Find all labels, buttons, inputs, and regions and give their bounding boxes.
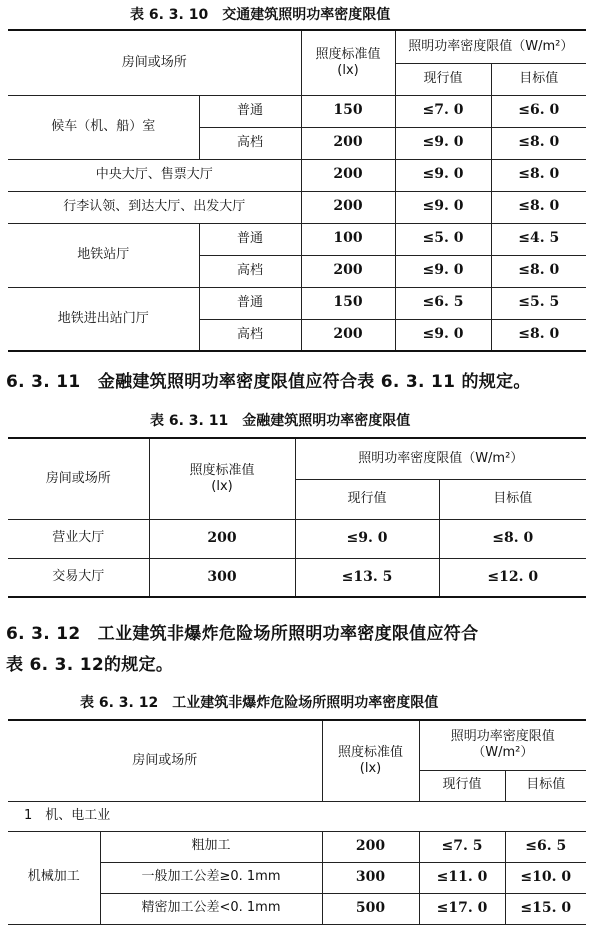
row-current: ≤11. 0 [419, 862, 505, 893]
table-6-3-10 [8, 29, 586, 352]
row-current: ≤9. 0 [395, 159, 491, 191]
row-illuminance: 200 [301, 191, 395, 223]
row-target: ≤8. 0 [439, 519, 586, 558]
row-grade: 普通 [199, 95, 301, 127]
clause-6-3-12-line1: 6. 3. 12 工业建筑非爆炸危险场所照明功率密度限值应符合 [6, 624, 479, 644]
group-name: 机械加工 [8, 831, 100, 924]
row-current: ≤6. 5 [395, 287, 491, 319]
row-current: ≤9. 0 [395, 319, 491, 351]
row-grade: 高档 [199, 127, 301, 159]
header-lpd: 照明功率密度限值（W/m²） [395, 30, 586, 63]
header-target: 目标值 [491, 63, 586, 95]
header-current: 现行值 [295, 479, 439, 519]
row-name: 营业大厅 [8, 519, 149, 558]
table-6-3-11 [8, 437, 586, 598]
row-current: ≤17. 0 [419, 893, 505, 924]
row-name: 中央大厅、售票大厅 [8, 159, 301, 191]
row-name: 地铁进出站门厅 [8, 287, 199, 351]
row-target: ≤8. 0 [491, 127, 586, 159]
header-target: 目标值 [439, 479, 586, 519]
header-current: 现行值 [419, 770, 505, 801]
row-illuminance: 500 [322, 893, 419, 924]
header-room: 房间或场所 [8, 720, 322, 801]
row-name: 交易大厅 [8, 558, 149, 597]
row-name: 行李认领、到达大厅、出发大厅 [8, 191, 301, 223]
row-grade: 高档 [199, 319, 301, 351]
clause-6-3-11: 6. 3. 11 金融建筑照明功率密度限值应符合表 6. 3. 11 的规定。 [6, 372, 531, 392]
row-current: ≤7. 0 [395, 95, 491, 127]
row-illuminance: 200 [301, 255, 395, 287]
row-name: 地铁站厅 [8, 223, 199, 287]
header-room: 房间或场所 [8, 438, 149, 519]
row-illuminance: 150 [301, 287, 395, 319]
row-current: ≤9. 0 [295, 519, 439, 558]
row-name: 候车（机、船）室 [8, 95, 199, 159]
row-current: ≤9. 0 [395, 127, 491, 159]
row-current: ≤9. 0 [395, 255, 491, 287]
row-illuminance: 200 [301, 159, 395, 191]
row-illuminance: 300 [322, 862, 419, 893]
row-illuminance: 200 [149, 519, 295, 558]
row-current: ≤9. 0 [395, 191, 491, 223]
row-target: ≤8. 0 [491, 319, 586, 351]
row-current: ≤13. 5 [295, 558, 439, 597]
table-6-3-12-caption: 表 6. 3. 12 工业建筑非爆炸危险场所照明功率密度限值 [80, 695, 439, 711]
row-target: ≤6. 5 [505, 831, 586, 862]
row-target: ≤6. 0 [491, 95, 586, 127]
row-target: ≤12. 0 [439, 558, 586, 597]
row-grade: 普通 [199, 287, 301, 319]
table-6-3-11-caption: 表 6. 3. 11 金融建筑照明功率密度限值 [150, 413, 411, 429]
row-illuminance: 300 [149, 558, 295, 597]
row-illuminance: 200 [322, 831, 419, 862]
row-target: ≤8. 0 [491, 159, 586, 191]
row-illuminance: 150 [301, 95, 395, 127]
row-current: ≤5. 0 [395, 223, 491, 255]
row-target: ≤8. 0 [491, 255, 586, 287]
table-6-3-10-caption: 表 6. 3. 10 交通建筑照明功率密度限值 [130, 7, 391, 23]
row-name: 粗加工 [100, 831, 322, 862]
header-lpd: 照明功率密度限值 （W/m²） [419, 720, 586, 770]
row-illuminance: 200 [301, 319, 395, 351]
section-heading: 1 机、电工业 [8, 801, 586, 831]
header-illuminance: 照度标准值 (lx) [149, 438, 295, 519]
header-lpd: 照明功率密度限值（W/m²） [295, 438, 586, 479]
row-target: ≤4. 5 [491, 223, 586, 255]
header-current: 现行值 [395, 63, 491, 95]
row-name: 精密加工公差<0. 1mm [100, 893, 322, 924]
row-illuminance: 100 [301, 223, 395, 255]
row-target: ≤8. 0 [491, 191, 586, 223]
row-grade: 高档 [199, 255, 301, 287]
header-illuminance: 照度标准值 (lx) [301, 30, 395, 95]
clause-6-3-12-line2: 表 6. 3. 12的规定。 [6, 655, 174, 675]
header-target: 目标值 [505, 770, 586, 801]
header-illuminance: 照度标准值 (lx) [322, 720, 419, 801]
row-name: 一般加工公差≥0. 1mm [100, 862, 322, 893]
row-target: ≤10. 0 [505, 862, 586, 893]
row-current: ≤7. 5 [419, 831, 505, 862]
table-6-3-12 [8, 719, 586, 925]
row-illuminance: 200 [301, 127, 395, 159]
row-grade: 普通 [199, 223, 301, 255]
header-room: 房间或场所 [8, 30, 301, 95]
row-target: ≤15. 0 [505, 893, 586, 924]
row-target: ≤5. 5 [491, 287, 586, 319]
